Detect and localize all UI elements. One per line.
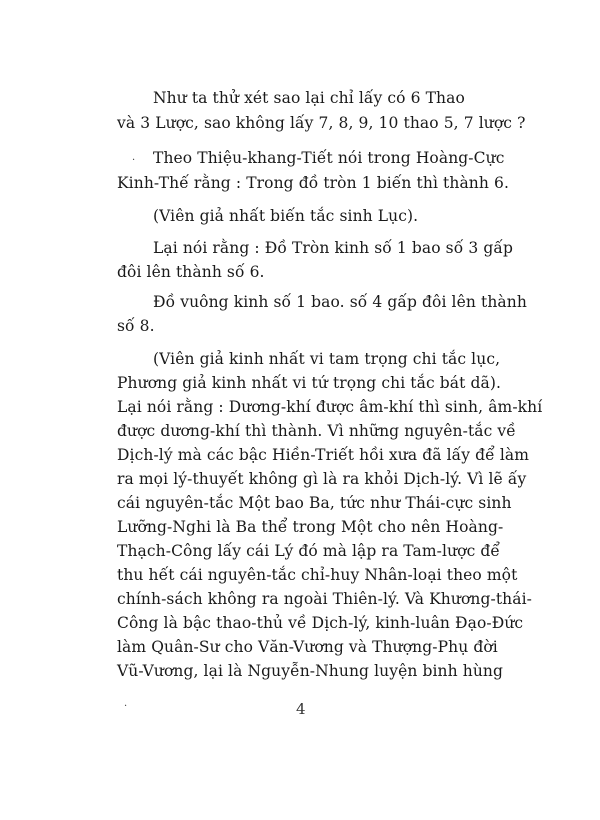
text-line: ra mọi lý-thuyết không gì là ra khỏi Dịch-lý. Vì lẽ ấy: [117, 470, 527, 488]
text-line: Kinh-Thế rằng : Trong đồ tròn 1 biến thì thành 6.: [117, 174, 509, 192]
text-line: (Viên giả nhất biến tắc sinh Lục).: [153, 207, 419, 225]
text-line: và 3 Lược, sao không lấy 7, 8, 9, 10 thao 5, 7 lược ?: [117, 114, 526, 132]
text-line: Dịch-lý mà các bậc Hiền-Triết hồi xưa đã lấy để làm: [117, 446, 530, 464]
text-line: Vũ-Vương, lại là Nguyễn-Nhung luyện binh hùng: [117, 662, 504, 680]
text-line: Phương giả kinh nhất vi tứ trọng chi tắc bát dã).: [117, 374, 502, 392]
text-line: Theo Thiệu-khang-Tiết nói trong Hoàng-Cực: [153, 149, 505, 167]
text-line: chính-sách không ra ngoài Thiên-lý. Và Khương-thái-: [117, 590, 532, 608]
text-line: Công là bậc thao-thủ về Dịch-lý, kinh-luân Đạo-Đức: [117, 614, 524, 632]
text-line: Lại nói rằng : Dương-khí được âm-khí thì sinh, âm-khí: [117, 398, 543, 416]
page-number: 4: [296, 700, 306, 718]
text-line: đôi lên thành số 6.: [117, 263, 265, 281]
text-line: Lại nói rằng : Đồ Tròn kinh số 1 bao số 3 gấp: [153, 239, 513, 257]
text-line: Lưỡng-Nghi là Ba thể trong Một cho nên Hoàng-: [117, 518, 504, 536]
text-line: số 8.: [117, 317, 155, 335]
text-line: thu hết cái nguyên-tắc chỉ-huy Nhân-loại theo một: [117, 566, 518, 584]
scan-speck: ·: [132, 155, 136, 166]
text-line: Như ta thử xét sao lại chỉ lấy có 6 Thao: [153, 89, 465, 107]
scan-speck: ·: [124, 701, 128, 712]
text-line: Thạch-Công lấy cái Lý đó mà lập ra Tam-lược để: [117, 542, 501, 560]
text-line: được dương-khí thì thành. Vì những nguyên-tắc về: [117, 422, 516, 440]
text-line: Đồ vuông kinh số 1 bao. số 4 gấp đôi lên thành: [153, 293, 527, 311]
text-line: cái nguyên-tắc Một bao Ba, tức như Thái-cực sinh: [117, 494, 512, 512]
text-line: làm Quân-Sư cho Văn-Vương và Thượng-Phụ đời: [117, 638, 498, 656]
text-line: (Viên giả kinh nhất vi tam trọng chi tắc lục,: [153, 350, 501, 368]
